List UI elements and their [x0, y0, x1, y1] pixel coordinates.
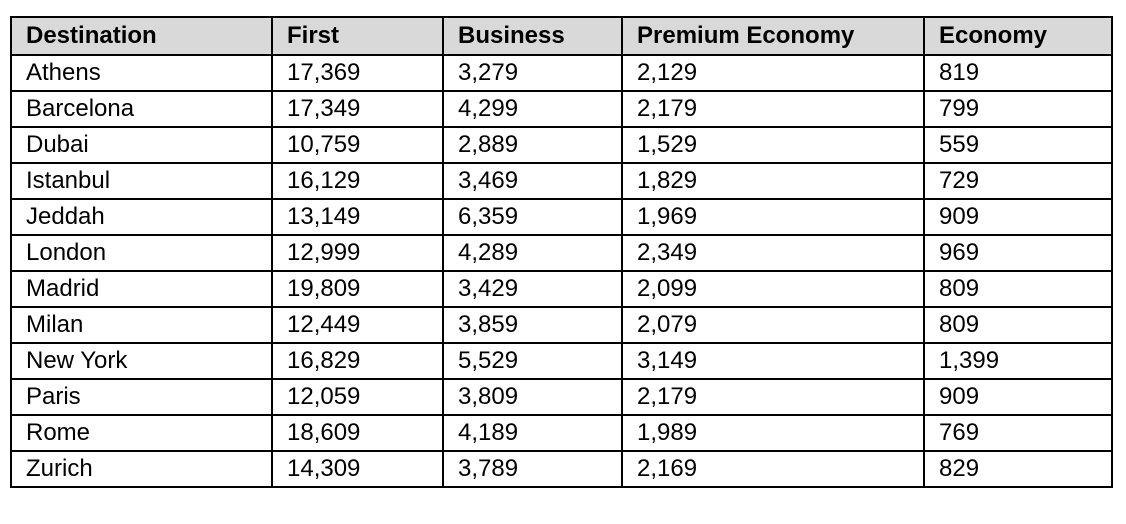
table-row [11, 91, 1112, 127]
cell-premium-economy: 2,099 [622, 271, 924, 307]
cell-destination: New York [11, 343, 272, 379]
cell-premium-economy: 1,969 [622, 199, 924, 235]
table-row [11, 55, 1112, 91]
table-row [11, 235, 1112, 271]
cell-destination: Athens [11, 55, 272, 91]
cell-destination: Milan [11, 307, 272, 343]
table-row [11, 343, 1112, 379]
cell-destination: Rome [11, 415, 272, 451]
cell-business: 4,289 [443, 235, 622, 271]
cell-first: 10,759 [272, 127, 443, 163]
cell-premium-economy: 2,169 [622, 451, 924, 487]
header-first: First [272, 17, 443, 55]
cell-economy: 819 [924, 55, 1112, 91]
cell-first: 12,999 [272, 235, 443, 271]
cell-first: 14,309 [272, 451, 443, 487]
cell-premium-economy: 2,129 [622, 55, 924, 91]
cell-business: 3,859 [443, 307, 622, 343]
cell-destination: Jeddah [11, 199, 272, 235]
cell-economy: 799 [924, 91, 1112, 127]
cell-first: 16,129 [272, 163, 443, 199]
cell-first: 12,449 [272, 307, 443, 343]
cell-premium-economy: 1,829 [622, 163, 924, 199]
cell-premium-economy: 1,529 [622, 127, 924, 163]
cell-business: 4,189 [443, 415, 622, 451]
cell-destination: Madrid [11, 271, 272, 307]
cell-premium-economy: 1,989 [622, 415, 924, 451]
table-row [11, 451, 1112, 487]
cell-destination: Istanbul [11, 163, 272, 199]
cell-economy: 809 [924, 271, 1112, 307]
cell-premium-economy: 2,179 [622, 379, 924, 415]
cell-first: 19,809 [272, 271, 443, 307]
cell-business: 3,429 [443, 271, 622, 307]
table-row [11, 415, 1112, 451]
cell-first: 18,609 [272, 415, 443, 451]
cell-economy: 559 [924, 127, 1112, 163]
table-body [11, 55, 1112, 487]
cell-business: 3,789 [443, 451, 622, 487]
table-row [11, 199, 1112, 235]
cell-business: 6,359 [443, 199, 622, 235]
cell-economy: 969 [924, 235, 1112, 271]
cell-business: 5,529 [443, 343, 622, 379]
table-header [11, 17, 1112, 55]
header-economy: Economy [924, 17, 1112, 55]
fare-table [10, 16, 1113, 488]
table-row [11, 271, 1112, 307]
cell-premium-economy: 2,349 [622, 235, 924, 271]
cell-first: 17,349 [272, 91, 443, 127]
cell-business: 4,299 [443, 91, 622, 127]
cell-first: 13,149 [272, 199, 443, 235]
cell-economy: 829 [924, 451, 1112, 487]
table-row [11, 127, 1112, 163]
fare-table-container [10, 16, 1113, 488]
cell-destination: Barcelona [11, 91, 272, 127]
cell-economy: 769 [924, 415, 1112, 451]
cell-first: 17,369 [272, 55, 443, 91]
cell-business: 3,279 [443, 55, 622, 91]
header-destination: Destination [11, 17, 272, 55]
cell-first: 16,829 [272, 343, 443, 379]
header-premium-economy: Premium Economy [622, 17, 924, 55]
table-row [11, 379, 1112, 415]
cell-economy: 909 [924, 379, 1112, 415]
cell-first: 12,059 [272, 379, 443, 415]
cell-business: 3,809 [443, 379, 622, 415]
cell-economy: 909 [924, 199, 1112, 235]
cell-business: 2,889 [443, 127, 622, 163]
cell-destination: London [11, 235, 272, 271]
table-row [11, 307, 1112, 343]
header-business: Business [443, 17, 622, 55]
cell-destination: Zurich [11, 451, 272, 487]
cell-business: 3,469 [443, 163, 622, 199]
cell-premium-economy: 2,079 [622, 307, 924, 343]
cell-destination: Dubai [11, 127, 272, 163]
header-row [11, 17, 1112, 55]
table-row [11, 163, 1112, 199]
cell-destination: Paris [11, 379, 272, 415]
cell-premium-economy: 3,149 [622, 343, 924, 379]
cell-economy: 809 [924, 307, 1112, 343]
cell-economy: 1,399 [924, 343, 1112, 379]
cell-premium-economy: 2,179 [622, 91, 924, 127]
cell-economy: 729 [924, 163, 1112, 199]
